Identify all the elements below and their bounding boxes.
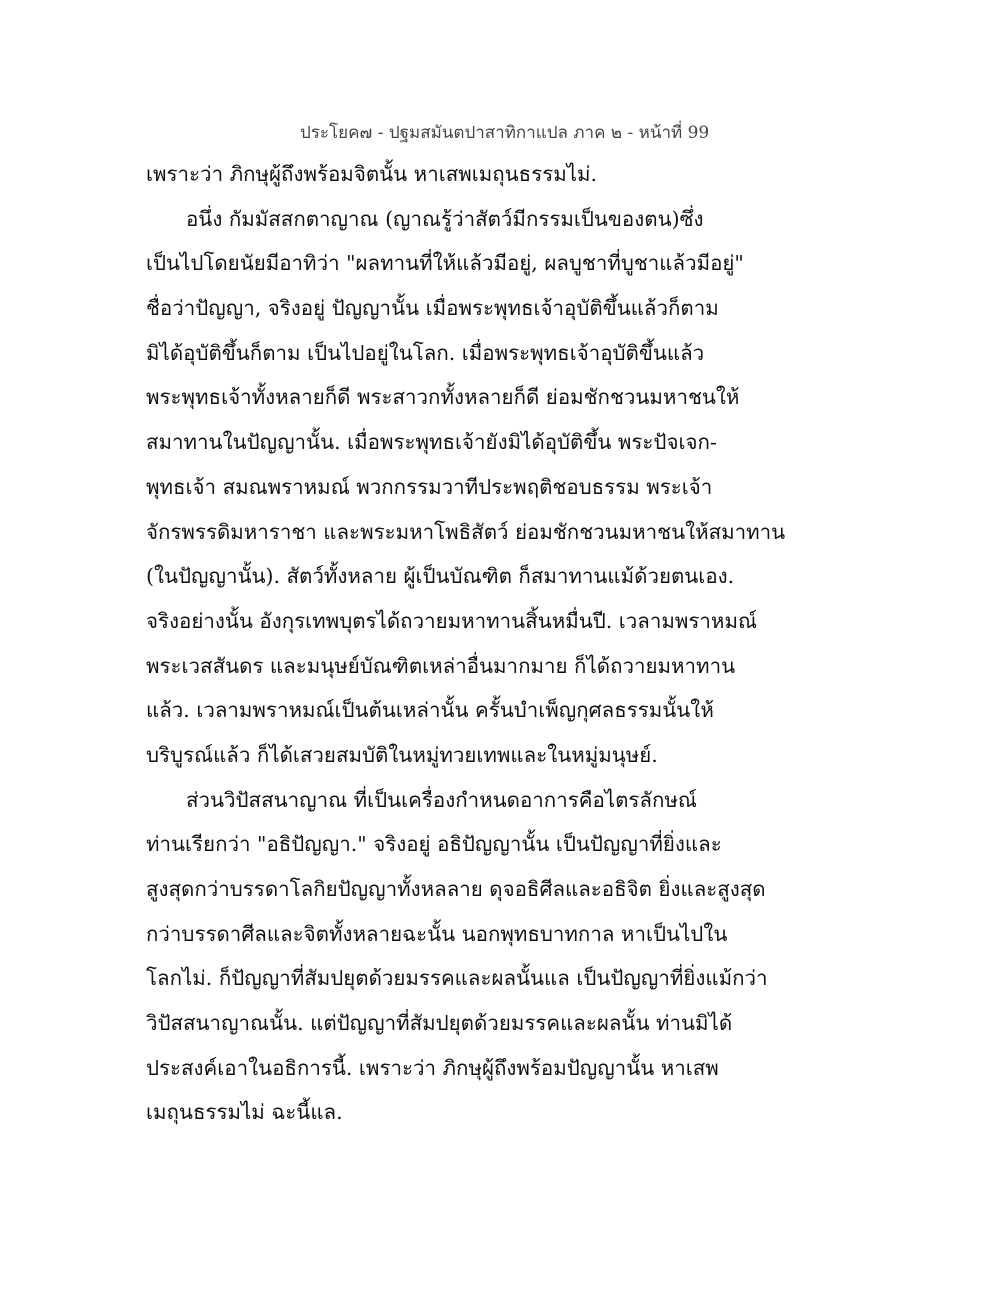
text-line: จักรพรรดิมหาราชา และพระมหาโพธิสัตว์ ย่อมชักชวนมหาชนให้สมาทาน — [146, 519, 786, 544]
body-text — [146, 152, 786, 1135]
text-line: จริงอย่างนั้น อังกุรเทพบุตรได้ถวายมหาทานสิ้นหมื่นปี. เวลามพราหมณ์ — [146, 608, 757, 633]
text-line: พระเวสสันดร และมนุษย์บัณฑิตเหล่าอื่นมากมาย ก็ได้ถวายมหาทาน — [146, 653, 736, 678]
text-line: ท่านเรียกว่า "อธิปัญญา." จริงอยู่ อธิปัญญานั้น เป็นปัญญาที่ยิ่งและ — [146, 832, 722, 857]
text-line: สมาทานในปัญญานั้น. เมื่อพระพุทธเจ้ายังมิได้อุบัติขึ้น พระปัจเจก- — [146, 430, 717, 455]
text-line: พระพุทธเจ้าทั้งหลายก็ดี พระสาวกทั้งหลายก็ดี ย่อมชักชวนมหาชนให้ — [146, 385, 740, 410]
running-header: ประโยค๗ - ปฐมสมันตปาสาทิกาแปล ภาค ๒ - หน้าที่ 99 — [300, 123, 710, 143]
text-line: เพราะว่า ภิกษุผู้ถึงพร้อมจิตนั้น หาเสพเมถุนธรรมไม่. — [146, 162, 598, 186]
paragraph-first-line: ส่วนวิปัสสนาญาณ ที่เป็นเครื่องกำหนดอาการคือไตรลักษณ์ — [186, 787, 697, 812]
text-line: ชื่อว่าปัญญา, จริงอยู่ ปัญญานั้น เมื่อพระพุทธเจ้าอุบัติขึ้นแล้วก็ตาม — [146, 296, 719, 321]
text-line: วิปัสสนาญาณนั้น. แต่ปัญญาที่สัมปยุตด้วยมรรคและผลนั้น ท่านมิได้ — [146, 1011, 733, 1036]
text-line: มิได้อุบัติขึ้นก็ตาม เป็นไปอยู่ในโลก. เมื่อพระพุทธเจ้าอุบัติขึ้นแล้ว — [146, 340, 705, 365]
text-line: แล้ว. เวลามพราหมณ์เป็นต้นเหล่านั้น ครั้นบำเพ็ญกุศลธรรมนั้นให้ — [146, 698, 714, 723]
text-line: กว่าบรรดาศีลและจิตทั้งหลายฉะนั้น นอกพุทธบาทกาล หาเป็นไปใน — [146, 921, 728, 946]
text-line: ประสงค์เอาในอธิการนี้. เพราะว่า ภิกษุผู้ถึงพร้อมปัญญานั้น หาเสพ — [146, 1055, 719, 1080]
text-line: บริบูรณ์แล้ว ก็ได้เสวยสมบัติในหมู่ทวยเทพและในหมู่มนุษย์. — [146, 742, 658, 767]
text-line: เป็นไปโดยนัยมีอาทิว่า "ผลทานที่ให้แล้วมีอยู่, ผลบูชาที่บูชาแล้วมีอยู่" — [146, 251, 744, 276]
text-line: เมถุนธรรมไม่ ฉะนี้แล. — [146, 1100, 343, 1125]
text-line: โลกไม่. ก็ปัญญาที่สัมปยุตด้วยมรรคและผลนั้นแล เป็นปัญญาที่ยิ่งแม้กว่า — [146, 966, 768, 991]
paragraph-first-line: อนึ่ง กัมมัสสกตาญาณ (ญาณรู้ว่าสัตว์มีกรรมเป็นของตน)ซึ่ง — [186, 206, 704, 231]
text-line: สูงสุดกว่าบรรดาโลกิยปัญญาทั้งหลลาย ดุจอธิศีลและอธิจิต ยิ่งและสูงสุด — [146, 877, 766, 901]
text-line: พุทธเจ้า สมณพราหมณ์ พวกกรรมวาทีประพฤติชอบธรรม พระเจ้า — [146, 474, 713, 499]
text-line: (ในปัญญานั้น). สัตว์ทั้งหลาย ผู้เป็นบัณฑิต ก็สมาทานแม้ด้วยตนเอง. — [146, 564, 735, 589]
